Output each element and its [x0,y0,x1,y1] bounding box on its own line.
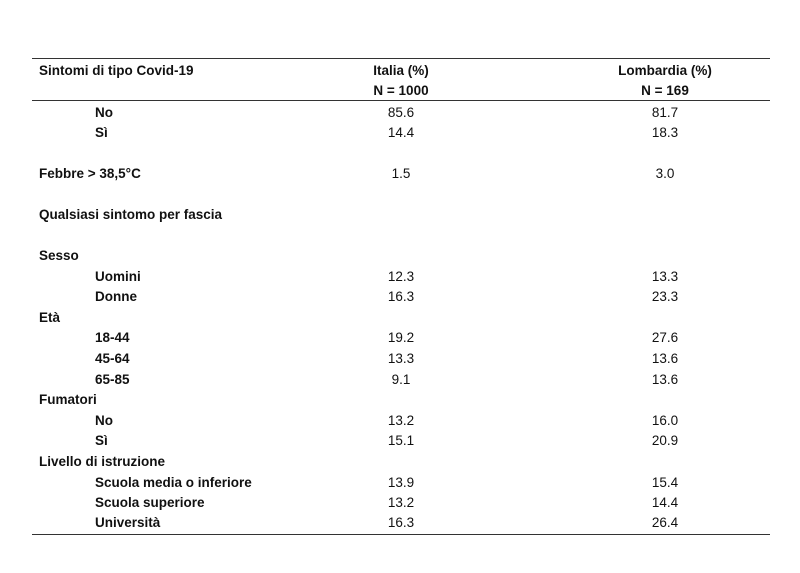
row-label: Scuola superiore [95,495,205,510]
row-label: Università [95,515,161,530]
row-label: Febbre > 38,5°C [39,166,141,181]
row-label: Sì [95,433,108,448]
group-label: Livello di istruzione [39,454,166,469]
table-top-rule [32,58,770,59]
group-label: Fumatori [39,392,97,407]
row-label: No [95,105,113,120]
row-label: 65-85 [95,372,130,387]
section-label: Qualsiasi sintomo per fascia [39,207,223,222]
group-label: Sesso [39,248,79,263]
row-label: Sì [95,125,108,140]
header-symptoms: Sintomi di tipo Covid-19 [39,63,194,78]
group-label: Età [39,310,61,325]
row-label: Uomini [95,269,141,284]
row-label: Donne [95,289,137,304]
row-label: Scuola media o inferiore [95,475,252,490]
table-bottom-rule [32,534,770,535]
table-header-rule [32,100,770,101]
row-label: No [95,413,113,428]
row-label: 45-64 [95,351,130,366]
row-label: 18-44 [95,330,130,345]
symptoms-table: Sintomi di tipo Covid-19 Italia (%) N = 1000 Lombardia (%) N = 169 No 85.6 81.7 Sì 14.4 18.3 Febbre > 38,5°C 1.5 3.0 Qualsiasi sintomo per fascia Sesso Uomini 12.3 13.3 Donne 16.3 23.3 Età 18-44 19.2 27.6 45-64 13.3 13.6 65-85 9.1 13.6 Fumatori No 13.2 16.0 Sì 15.1 20.9 Livello di istruzione Scuola media o inferiore 13.9 15.4 Scuola superiore 13.2 14.4 Università 16.3 26.4 [32,58,770,535]
